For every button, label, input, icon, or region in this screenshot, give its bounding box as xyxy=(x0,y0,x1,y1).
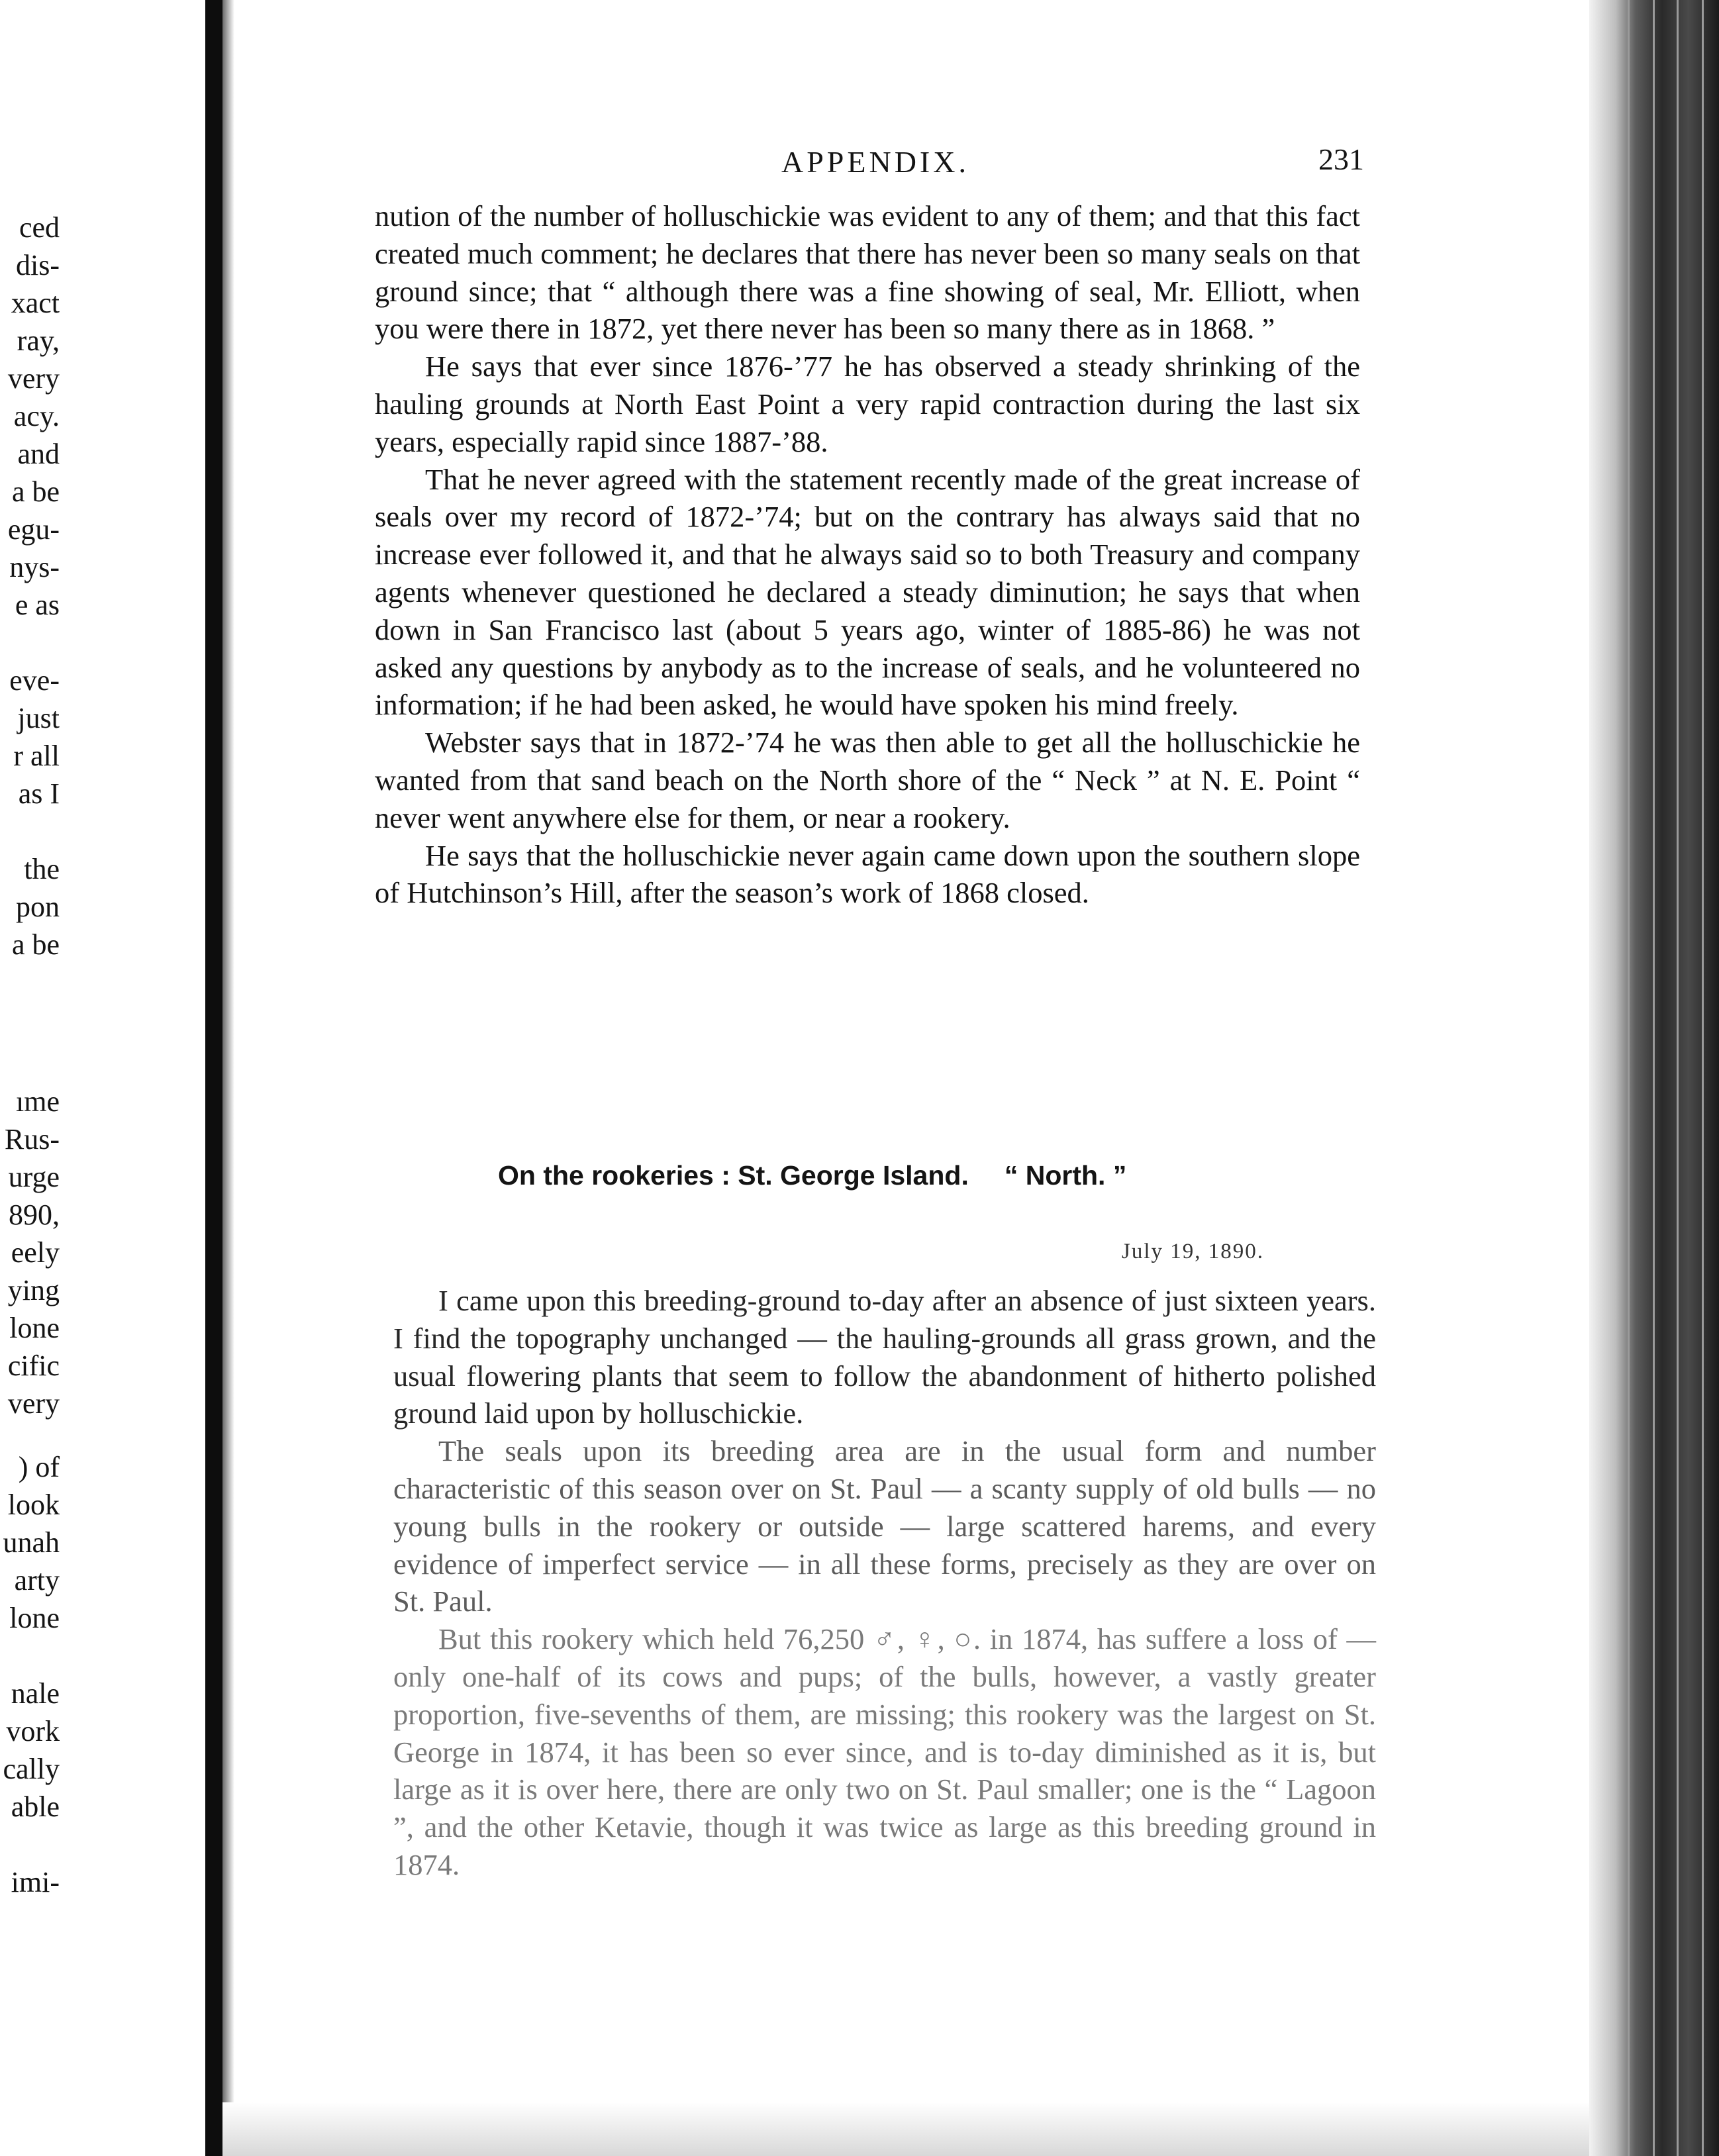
paragraph: nution of the number of holluschickie was evident to any of them; and that this fact created much comment; he declares that there has never been so many seals on that ground since; that “ although there was a fine showing of seal, Mr. Elliott, when you were there in 1872, yet there never has been so many there as in 1868. ” xyxy=(375,199,1360,346)
fragment-line: cally xyxy=(3,1753,60,1785)
fragment-line: very xyxy=(7,1387,60,1420)
paragraph: But this rookery which held 76,250 ♂, ♀, ○. in 1874, has suffere a loss of — only one-half of its cows and pups; of the bulls, however, a vastly greater proportion, five-sevenths of them, are missing; this rookery was the largest on St. George in 1874, it has been so ever since, and is to-day diminished as it is, but large as it is over here, there are only two on St. Paul smaller; one is the “ Lagoon ”, and the other Ketavie, though it was twice as large as this breeding ground in 1874. xyxy=(393,1622,1376,1881)
fragment-line: able xyxy=(11,1790,60,1823)
paragraph: He says that the holluschickie never again came down upon the southern slope of Hutchinson’s Hill, after the season’s work of 1868 closed. xyxy=(375,838,1360,910)
fragment-line: ced xyxy=(19,211,60,244)
paragraph: I came upon this breeding-ground to-day after an absence of just sixteen years. I find the topography unchanged — the hauling-grounds all grass grown, and the usual flowering plants that seem to follow the abandonment of hitherto polished ground laid upon by holluschickie. xyxy=(393,1284,1376,1430)
fragment-line: very xyxy=(7,362,60,395)
section-heading xyxy=(498,1160,1126,1191)
fragment-line: and xyxy=(17,438,60,470)
page-bottom-shadow xyxy=(222,2102,1589,2156)
left-page-binding xyxy=(205,0,222,2156)
paragraph: Webster says that in 1872-’74 he was then able to get all the holluschickie he wanted from that sand beach on the North shore of the “ Neck ” at N. E. Point “ never went anywhere else for them, or near a rookery. xyxy=(375,726,1360,834)
gutter-shadow xyxy=(222,0,234,2156)
fragment-line: dis- xyxy=(16,249,60,281)
fragment-line: as I xyxy=(18,777,60,810)
fragment-line: unah xyxy=(3,1526,60,1559)
paragraph: He says that ever since 1876-’77 he has observed a steady shrinking of the hauling grounds at North East Point a very rapid contraction during the last six years, especially rapid since 1887-’88. xyxy=(375,350,1360,458)
page-number: 231 xyxy=(1318,142,1364,176)
fragment-line: egu- xyxy=(7,513,60,546)
fragment-line: lone xyxy=(9,1602,60,1634)
fragment-line: ying xyxy=(7,1274,60,1306)
fragment-line: urge xyxy=(8,1161,60,1193)
running-head: APPENDIX. xyxy=(781,145,969,179)
fragment-line: imi- xyxy=(11,1866,60,1898)
fragment-line: ray, xyxy=(17,324,60,357)
paragraph: That he never agreed with the statement recently made of the great increase of seals over my record of 1872-’74; but on the contrary has always said that no increase ever followed it, and that he always said so to both Treasury and company agents whenever questioned he declared a steady diminution; he says that when down in San Francisco last (about 5 years ago, winter of 1885-86) he was not asked any questions by anybody as to the increase of seals, and he volunteered no information; if he had been asked, he would have spoken his mind freely. xyxy=(375,462,1360,722)
fragment-line: Rus- xyxy=(4,1123,60,1155)
fragment-line: vork xyxy=(6,1715,60,1747)
section-title: On the rookeries : St. George Island. xyxy=(498,1160,969,1191)
fragment-line: eve- xyxy=(9,664,60,697)
fragment-line: nale xyxy=(11,1677,60,1710)
fragment-line: ıme xyxy=(16,1085,60,1118)
section-subtitle: “ North. ” xyxy=(1004,1160,1127,1191)
fragment-line: nys- xyxy=(9,551,60,583)
paragraph: The seals upon its breeding area are in the usual form and number characteristic of this season over on St. Paul — a scanty supply of old bulls — no young bulls in the rookery or outside — large scattered harems, and every evidence of imperfect service — in all these forms, precisely as they are over on St. Paul. xyxy=(393,1434,1376,1618)
fragment-line: a be xyxy=(11,928,60,961)
body-text xyxy=(375,197,1360,912)
journal-entry xyxy=(393,1282,1376,1884)
fragment-line: the xyxy=(24,853,60,885)
fragment-line: lone xyxy=(9,1312,60,1344)
fragment-line: cific xyxy=(7,1349,60,1382)
fragment-line: e as xyxy=(15,589,60,621)
fragment-line: xact xyxy=(11,287,60,319)
fragment-line: arty xyxy=(14,1564,60,1596)
entry-date: July 19, 1890. xyxy=(1122,1240,1265,1263)
fragment-line: 890, xyxy=(9,1199,60,1231)
fragment-line: r all xyxy=(13,740,60,772)
fragment-line: look xyxy=(7,1489,60,1521)
page-header xyxy=(371,144,1364,191)
fragment-line: pon xyxy=(16,891,60,923)
fragment-line: a be xyxy=(11,475,60,508)
fragment-line: eely xyxy=(11,1236,60,1269)
book-edge-right xyxy=(1589,0,1719,2156)
fragment-line: ) of xyxy=(18,1451,60,1483)
fragment-line: acy. xyxy=(13,400,60,432)
fragment-line: just xyxy=(17,702,60,734)
